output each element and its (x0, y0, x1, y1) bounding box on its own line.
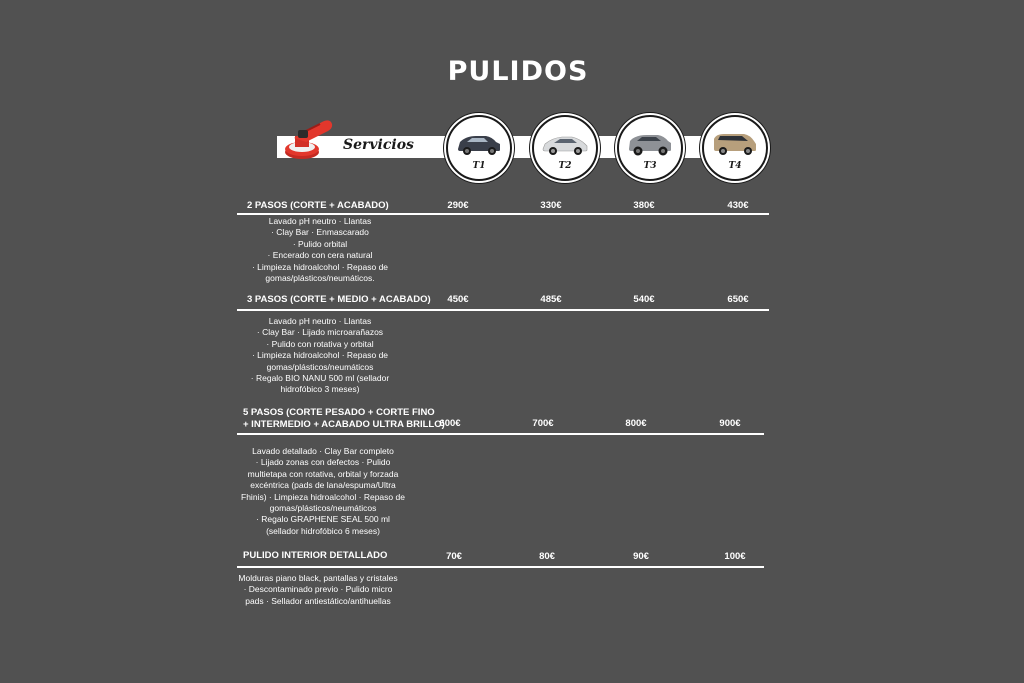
van-t4-icon (710, 131, 760, 157)
desc-line: · Limpieza hidroalcohol · Repaso de (251, 261, 389, 272)
tier-t4-label: T4 (728, 161, 742, 171)
service-4-price-t4: 100€ (724, 551, 746, 562)
tier-t4-badge (702, 115, 768, 181)
tier-t2-badge (532, 115, 598, 181)
tier-t1-badge (446, 115, 512, 181)
desc-line: pads · Sellador antiestático/antihuellas (245, 595, 391, 606)
service-1-title-line: 2 PASOS (CORTE + ACABADO) (247, 200, 389, 211)
tier-t2-label: T2 (558, 161, 572, 171)
desc-line: gomas/plásticos/neumáticos (269, 503, 377, 514)
desc-line: Lavado detallado · Clay Bar completo (252, 446, 394, 456)
desc-line: Lavado pH neutro · Llantas (268, 216, 372, 226)
service-1-price-t2: 330€ (540, 200, 562, 211)
desc-line: · Encerado con cera natural (267, 250, 373, 261)
service-4-price-t3: 90€ (633, 551, 649, 562)
tier-t3-badge (617, 115, 683, 181)
service-3-price-t2: 700€ (532, 418, 554, 429)
service-3-price-t1: 600€ (439, 418, 461, 429)
service-3-description (237, 446, 409, 537)
desc-line: Molduras piano black, pantallas y cristales (238, 573, 398, 583)
service-3-divider (237, 433, 764, 435)
services-label: Servicios (343, 137, 414, 153)
desc-line: · Regalo BIO NANU 500 ml (sellador (250, 373, 390, 384)
service-3-title (243, 407, 445, 431)
desc-line: · Pulido orbital (292, 238, 348, 249)
service-2-divider (237, 309, 769, 311)
service-2-description (235, 316, 405, 396)
service-1-divider (237, 213, 769, 215)
service-2-price-t1: 450€ (447, 294, 469, 305)
service-4-divider (237, 566, 764, 568)
desc-line: · Regalo GRAPHENE SEAL 500 ml (256, 514, 390, 525)
desc-line: · Clay Bar · Enmascarado (271, 227, 369, 238)
tier-t1-label: T1 (472, 161, 486, 171)
service-3-price-t3: 800€ (625, 418, 647, 429)
desc-line: (sellador hidrofóbico 6 meses) (266, 525, 380, 536)
tier-t3-label: T3 (643, 161, 657, 171)
desc-line: gomas/plásticos/neumáticos. (265, 273, 375, 284)
desc-line: gomas/plásticos/neumáticos (266, 361, 374, 372)
desc-line: · Descontaminado previo · Pulido micro (243, 584, 393, 595)
service-3-title-line: 5 PASOS (CORTE PESADO + CORTE FINO (243, 407, 435, 418)
service-2-price-t3: 540€ (633, 294, 655, 305)
car-t3-icon (625, 131, 675, 157)
service-1-price-t1: 290€ (447, 200, 469, 211)
service-4-title (243, 550, 387, 562)
service-4-price-t1: 70€ (446, 551, 462, 562)
desc-line: multietapa con rotativa, orbital y forzada (247, 468, 399, 479)
service-1-title (247, 200, 389, 212)
desc-line: · Lijado zonas con defectos · Pulido (255, 457, 391, 468)
polisher-icon (282, 118, 334, 164)
desc-line: excéntrica (pads de lana/espuma/Ultra (250, 480, 396, 491)
car-t2-icon (540, 131, 590, 157)
service-2-title-line: 3 PASOS (CORTE + MEDIO + ACABADO) (247, 294, 431, 305)
car-t1-icon (454, 131, 504, 157)
service-2-title (247, 294, 431, 306)
service-3-price-t4: 900€ (719, 418, 741, 429)
service-4-description (231, 573, 405, 607)
service-4-price-t2: 80€ (539, 551, 555, 562)
desc-line: hidrofóbico 3 meses) (280, 384, 360, 395)
service-2-price-t4: 650€ (727, 294, 749, 305)
desc-line: Lavado pH neutro · Llantas (268, 316, 372, 326)
page-title: PULIDOS (447, 56, 589, 87)
desc-line: Fhinis) · Limpieza hidroalcohol · Repaso de (241, 491, 405, 502)
desc-line: · Limpieza hidroalcohol · Repaso de (251, 350, 389, 361)
service-4-title-line: PULIDO INTERIOR DETALLADO (243, 550, 388, 561)
service-1-price-t3: 380€ (633, 200, 655, 211)
service-1-price-t4: 430€ (727, 200, 749, 211)
service-1-description (235, 216, 405, 284)
service-2-price-t2: 485€ (540, 294, 562, 305)
desc-line: · Clay Bar · Lijado microarañazos (256, 327, 384, 338)
service-3-title-line: + INTERMEDIO + ACABADO ULTRA BRILLO) (243, 419, 445, 430)
desc-line: · Pulido con rotativa y orbital (266, 338, 374, 349)
